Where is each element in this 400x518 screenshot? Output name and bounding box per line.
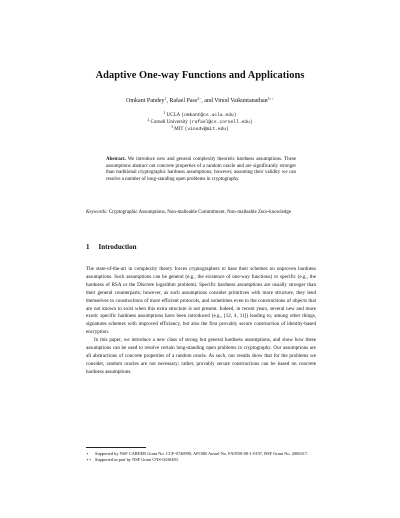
author-mark: 1 — [164, 97, 167, 101]
author-mark: 3⋆⋆ — [267, 97, 274, 101]
author-separator: , — [166, 98, 170, 104]
abstract-label: Abstract. — [106, 157, 126, 162]
footnote-rule — [86, 447, 146, 448]
affiliation-org: Cornell University — [150, 120, 188, 125]
abstract-text: We introduce new and general complexity theoretic hardness assumptions. These assumptions abstract out concrete properties of a random oracle and are significantly stronger than traditional cryptographic hardness assumptions; however, assuming their validity we can resolve a number of long-standing open problems in cryptography. — [106, 157, 296, 182]
author-list — [0, 98, 400, 104]
abstract — [106, 157, 296, 183]
paragraph: The state-of-the-art in complexity theory forces cryptographers to base their schemes on unproven hardness assumptions. Such assumptions can be general (e.g., the existence of one-way functions) or specific (e.g., the hardness of RSA or the Discrete logarithm problem). Specific hardness assumptions are usually stronger than their general counterparts; however, as such assumptions consider primitives with more structure, they lend themselves to constructions of more efficient protocols, and sometimes even to the constructions of objects that are not known to exist when this extra structure is not present. Indeed, in recent years, several new and more exotic specific hardness assumptions have been introduced (e.g., [12, 4, 11]) leading to, among other things, signatures schemes with improved efficiency, but also the first provably secure construction of identity-based encryption. — [86, 266, 316, 336]
affiliation — [0, 127, 400, 133]
keywords — [86, 210, 316, 217]
section-number: 1 — [86, 243, 90, 251]
paragraph: In this paper, we introduce a new class of strong but general hardness assumptions, and show how these assumptions can be used to resolve certain long-standing open problems in cryptography. Our assumptions are all abstractions of concrete properties of a random oracle. As such, our results show that for the problems we consider, random oracles are not necessary; rather, provably secure constructions can be based on concrete hardness assumptions. — [86, 337, 316, 375]
section-heading — [86, 243, 137, 251]
affiliation — [0, 120, 400, 126]
author-mark: 2⋆ — [197, 97, 202, 101]
body-text — [86, 266, 316, 377]
affiliation-org: MIT — [174, 127, 184, 132]
author-separator: , and — [201, 98, 215, 104]
affiliation-mark: 1 — [163, 111, 166, 115]
affiliation-email: (omkant@cs.ucla.edu) — [181, 113, 237, 118]
paper-title: Adaptive One-way Functions and Applications — [95, 70, 305, 81]
affiliation-email: (vinodv@mit.edu) — [184, 127, 229, 132]
affiliation-org: UCLA — [166, 113, 180, 118]
author-name: Rafael Pass — [169, 98, 198, 104]
footnote-text: Supported in part by NSF Grant CNS-0430450. — [95, 457, 179, 462]
affiliation-mark: 2 — [147, 118, 150, 122]
footnote — [86, 457, 316, 463]
section-title: Introduction — [98, 243, 137, 251]
affiliation — [0, 113, 400, 119]
affiliation-mark: 3 — [171, 125, 174, 129]
footnote-mark: ⋆ — [86, 451, 89, 456]
keywords-label: Keywords: — [86, 210, 108, 215]
author-name: Omkant Pandey — [126, 98, 165, 104]
keywords-text: Cryptographic Assumptions, Non-malleable Commitment, Non-malleable Zero-knowledge — [108, 210, 292, 215]
author-name: Vinod Vaikuntanathan — [214, 98, 268, 104]
footnote-mark: ⋆⋆ — [86, 457, 92, 462]
affiliation-email: (rafael@cs.cornell.edu) — [189, 120, 253, 125]
footnotes — [86, 451, 316, 463]
footnote-text: Supported by NSF CAREER Grant No. CCF-0746990, AFOSR Award No. FA9550-08-1-0197, BSF Grant No. 2006317. — [95, 451, 309, 456]
